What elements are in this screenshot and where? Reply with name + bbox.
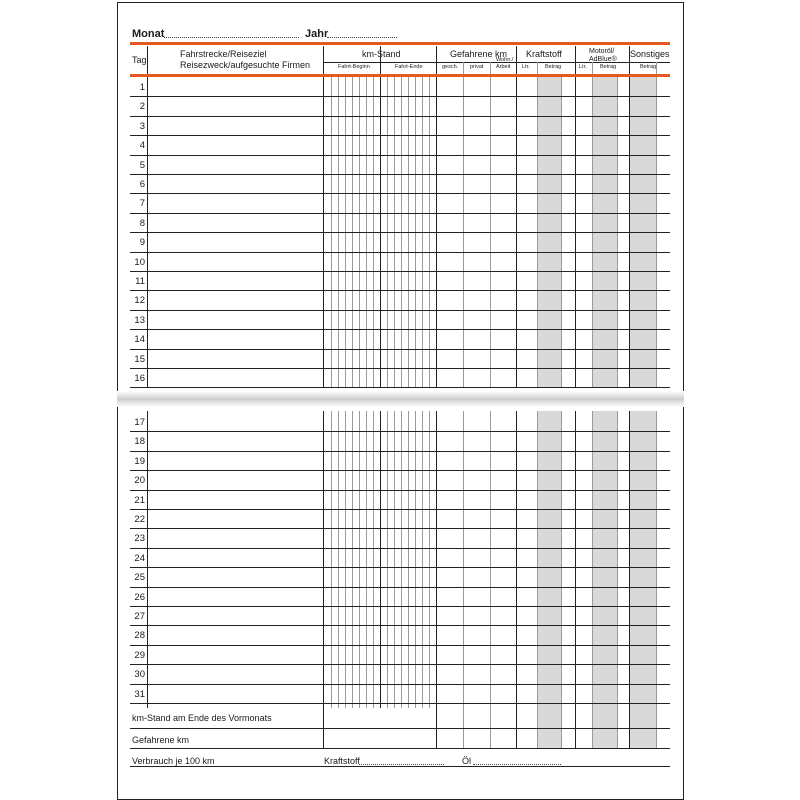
header-rule-top <box>130 42 670 45</box>
table-row[interactable] <box>130 587 670 606</box>
table-row[interactable] <box>130 606 670 625</box>
col-other-amount-header: Betrag <box>640 64 657 70</box>
table-row[interactable] <box>130 470 670 489</box>
header-subdivider <box>463 62 464 74</box>
day-number: 18 <box>134 436 145 448</box>
header-divider <box>323 46 324 74</box>
row-separator <box>130 703 670 704</box>
header-subdivider <box>537 62 538 74</box>
table-row[interactable] <box>130 135 670 154</box>
year-label: Jahr <box>305 28 329 40</box>
day-number: 19 <box>134 455 145 467</box>
day-number: 9 <box>139 237 145 249</box>
footer-fuel-field[interactable] <box>359 764 444 765</box>
footer-oil-field[interactable] <box>473 764 561 765</box>
table-row[interactable] <box>130 77 670 96</box>
footer-oil-label: Öl <box>462 756 471 766</box>
day-number: 3 <box>139 120 145 132</box>
col-other-header: Sonstiges <box>630 49 670 59</box>
col-driven-header: Gefahrene km <box>450 49 508 59</box>
table-row[interactable] <box>130 625 670 644</box>
month-field[interactable] <box>164 37 299 38</box>
day-number: 26 <box>134 591 145 603</box>
col-day-header: Tag <box>132 55 147 65</box>
footer-km-driven: Gefahrene km <box>132 735 190 745</box>
table-row[interactable] <box>130 232 670 251</box>
day-number: 27 <box>134 611 145 622</box>
row-separator <box>130 387 670 388</box>
day-number: 24 <box>134 552 145 564</box>
table-row[interactable] <box>130 684 670 703</box>
day-number: 8 <box>139 217 145 229</box>
table-row[interactable] <box>130 490 670 509</box>
col-commute-header-2: Arbeit <box>496 64 511 70</box>
footer-fuel-label: Kraftstoff <box>324 756 360 766</box>
day-number: 31 <box>134 688 145 700</box>
day-number: 4 <box>139 140 145 152</box>
col-oil-liters-header: Ltr. <box>579 64 587 70</box>
header-divider <box>629 46 630 74</box>
header-divider <box>516 46 517 74</box>
col-route-header-2: Reisezweck/aufgesuchte Firmen <box>180 60 311 70</box>
day-number: 16 <box>134 373 145 384</box>
col-kmend-header: Fahrt-Ende <box>395 64 423 70</box>
footer-km-previous: km-Stand am Ende des Vormonats <box>132 713 272 723</box>
table-row[interactable] <box>130 349 670 368</box>
day-number: 13 <box>134 314 145 326</box>
col-fuel-amount-header: Betrag <box>545 64 562 70</box>
col-oil-header-1: Motoröl/ <box>589 48 615 55</box>
table-row[interactable] <box>130 329 670 348</box>
header-subrule <box>324 62 670 63</box>
day-number: 20 <box>134 475 145 487</box>
day-number: 30 <box>134 669 145 681</box>
table-row[interactable] <box>130 213 670 232</box>
page-fold <box>117 391 684 407</box>
day-number: 5 <box>139 159 145 171</box>
col-fuel-header: Kraftstoff <box>526 49 562 59</box>
month-label: Monat <box>132 28 165 40</box>
day-number: 7 <box>139 198 145 210</box>
footer-consumption: Verbrauch je 100 km <box>132 756 215 766</box>
col-kmstart-header: Fahrt-Beginn <box>338 64 370 70</box>
table-row[interactable] <box>130 174 670 193</box>
day-number: 28 <box>134 630 145 642</box>
day-number: 23 <box>134 533 145 545</box>
table-row[interactable] <box>130 548 670 567</box>
table-row[interactable] <box>130 193 670 212</box>
table-row[interactable] <box>130 509 670 528</box>
table-row[interactable] <box>130 155 670 174</box>
col-oil-header-2: AdBlue® <box>589 56 617 63</box>
header-subdivider <box>592 62 593 74</box>
col-fuel-liters-header: Ltr. <box>522 64 530 70</box>
footer-rule <box>130 766 670 767</box>
table-row[interactable] <box>130 252 670 271</box>
day-number: 21 <box>134 494 145 506</box>
table-row[interactable] <box>130 567 670 586</box>
col-kmstand-header: km-Stand <box>362 49 401 59</box>
day-number: 10 <box>134 256 145 268</box>
day-number: 11 <box>135 276 145 287</box>
day-number: 29 <box>134 649 145 661</box>
day-number: 22 <box>134 514 145 525</box>
table-row[interactable] <box>130 310 670 329</box>
day-number: 25 <box>134 572 145 584</box>
day-number: 2 <box>139 101 145 113</box>
footer-rule <box>130 748 670 749</box>
table-row[interactable] <box>130 528 670 547</box>
col-route-header-1: Fahrstrecke/Reiseziel <box>180 49 267 59</box>
header-divider <box>436 46 437 74</box>
year-field[interactable] <box>327 37 397 38</box>
day-number: 12 <box>134 295 145 307</box>
header-divider <box>575 46 576 74</box>
table-row[interactable] <box>130 368 670 387</box>
header-subdivider <box>656 62 657 74</box>
day-number: 17 <box>134 417 145 428</box>
table-row[interactable] <box>130 431 670 450</box>
header-subdivider <box>490 62 491 74</box>
day-number: 14 <box>134 334 145 346</box>
table-row[interactable] <box>130 412 670 431</box>
day-number: 6 <box>139 179 145 190</box>
table-row[interactable] <box>130 664 670 683</box>
footer-rule <box>130 728 670 729</box>
table-row[interactable] <box>130 645 670 664</box>
day-number: 1 <box>139 82 145 93</box>
table-row[interactable] <box>130 116 670 135</box>
table-row[interactable] <box>130 271 670 290</box>
table-row[interactable] <box>130 290 670 309</box>
header-divider <box>147 46 148 74</box>
col-commute-header-1: Wohn./ <box>496 57 514 63</box>
header-divider <box>380 46 381 74</box>
table-row[interactable] <box>130 96 670 115</box>
table-row[interactable] <box>130 451 670 470</box>
day-number: 15 <box>134 353 145 365</box>
col-oil-amount-header: Betrag <box>600 64 617 70</box>
col-business-header: gesch. <box>442 64 459 70</box>
col-private-header: privat <box>470 64 484 70</box>
